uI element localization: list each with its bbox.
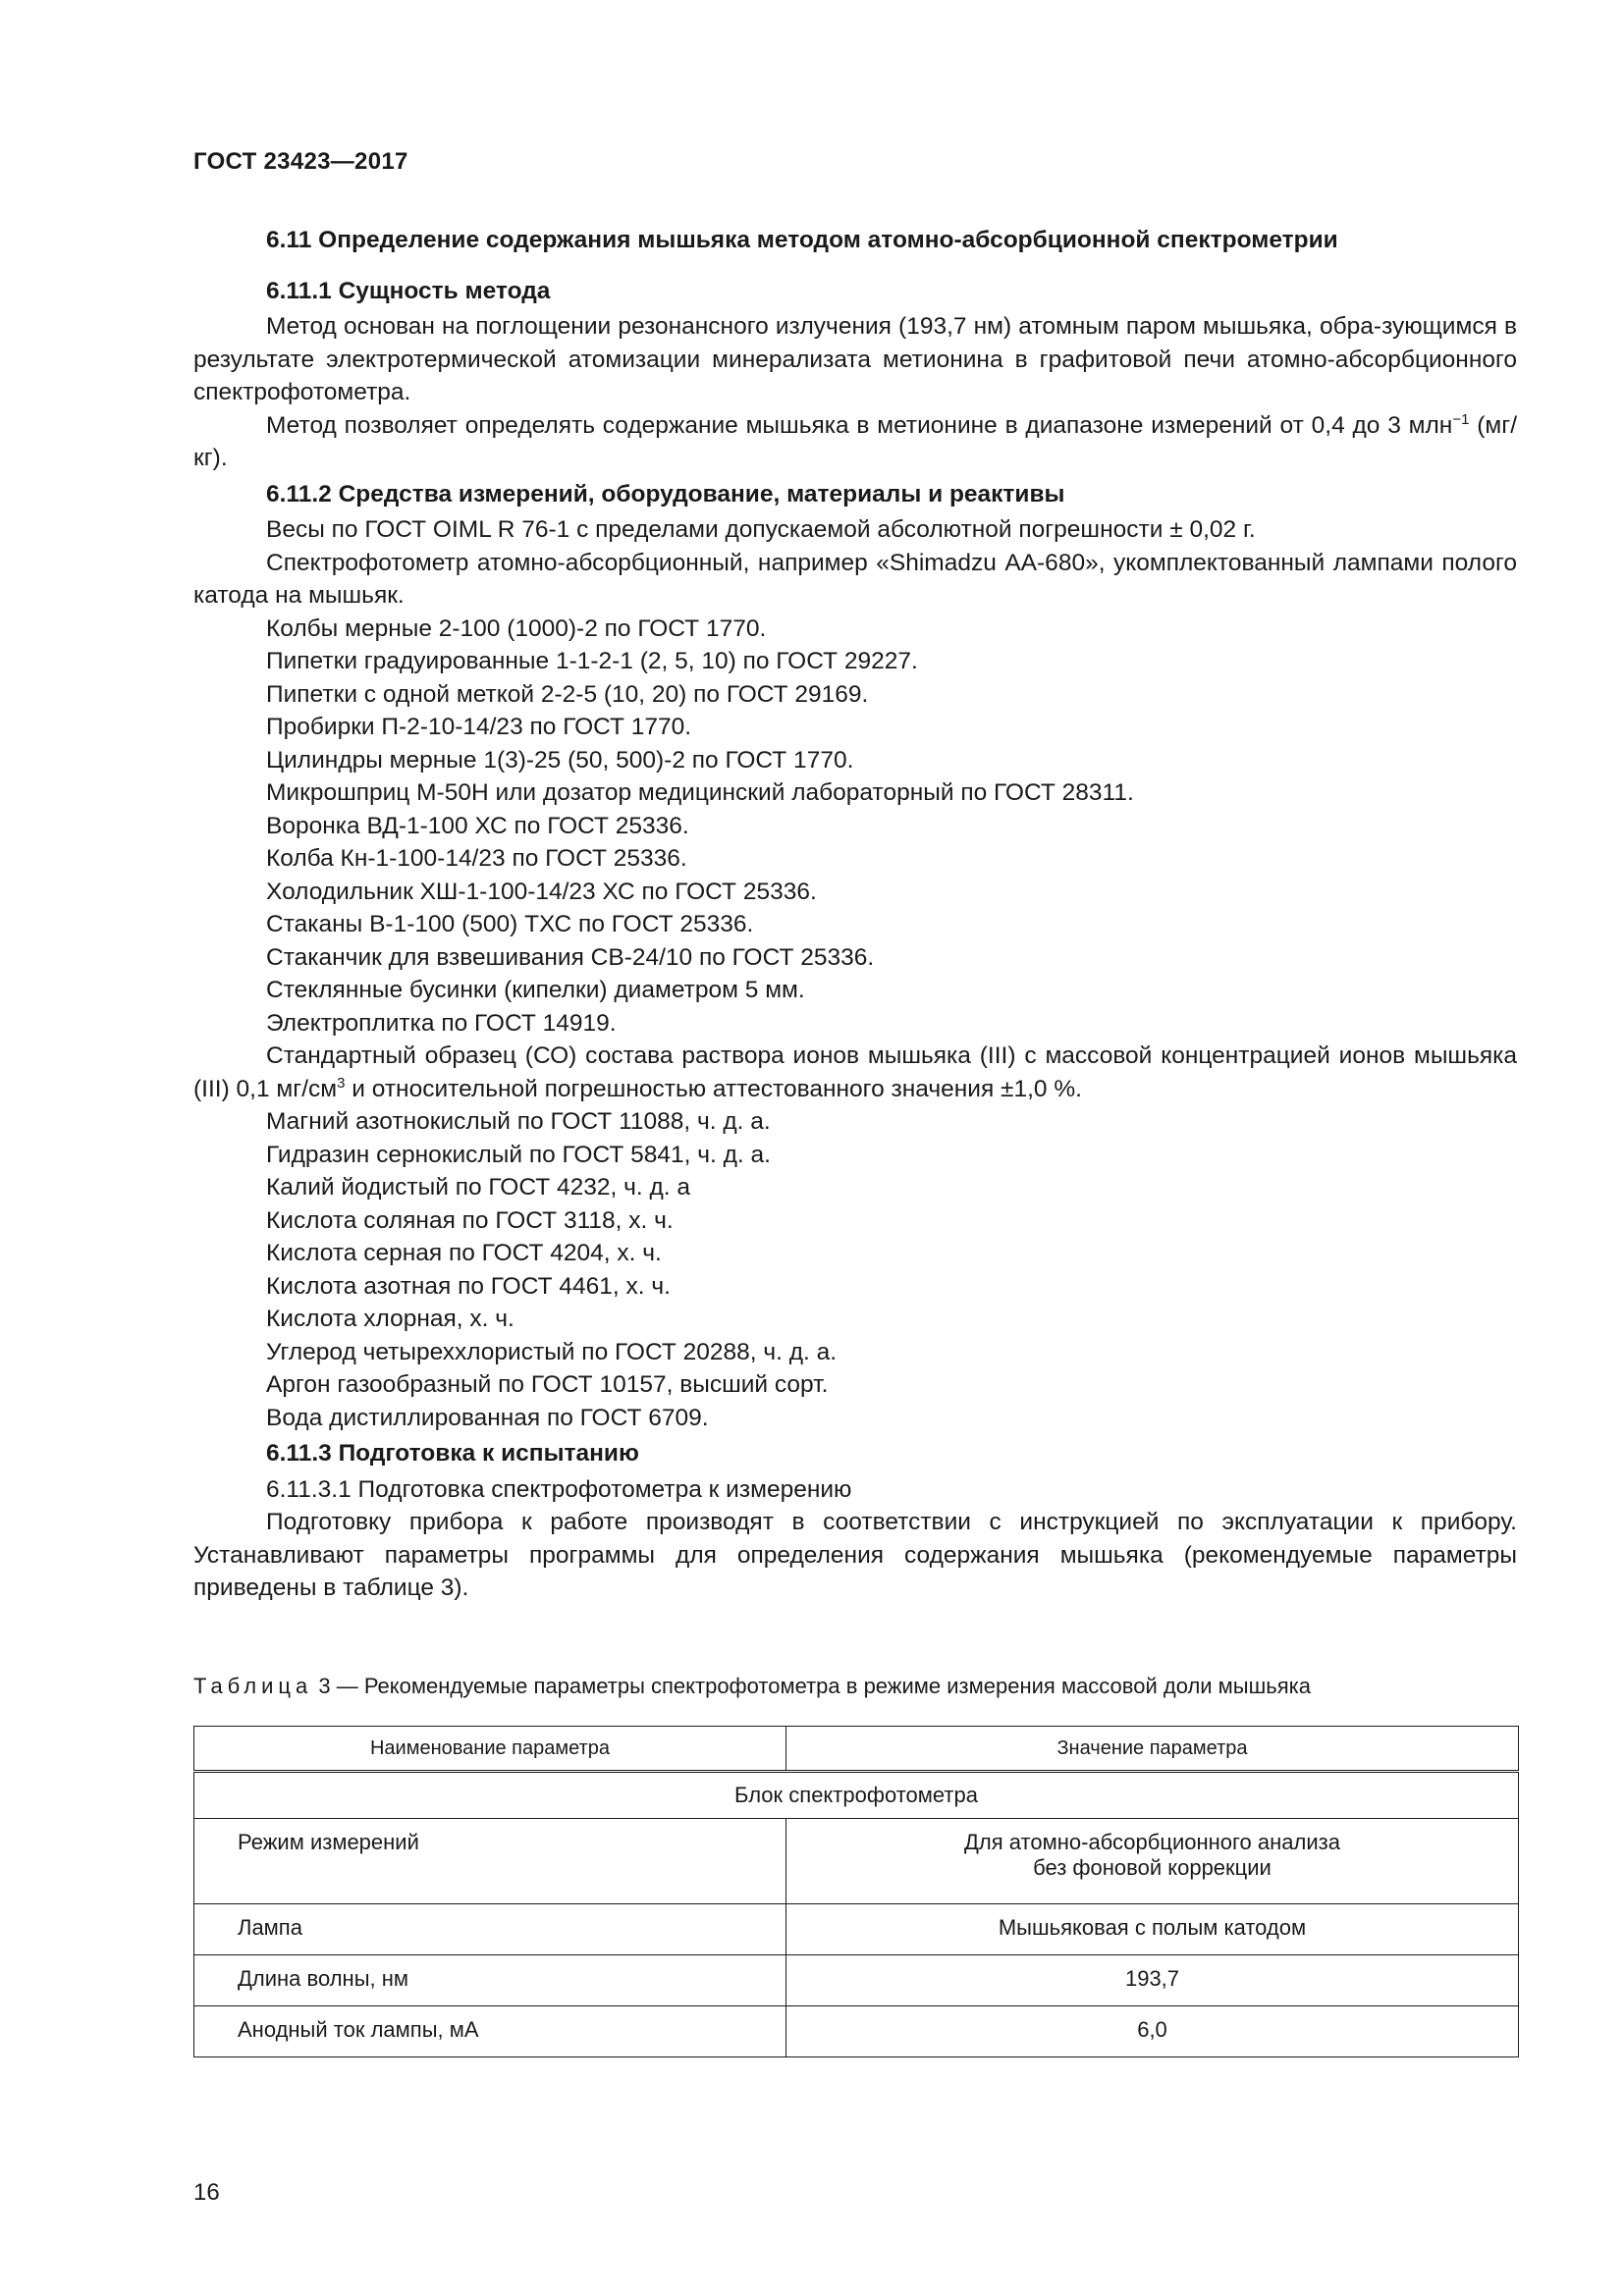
paragraph: Подготовку прибора к работе производят в соответствии с инструкцией по эксплуатации к прибору. Устанавливают параметры программы для определения содержания мышьяка (рекомендуемые параметры приведены в таблице 3).: [193, 1509, 1517, 1601]
reagent-item: Кислота серная по ГОСТ 4204, х. ч.: [266, 1240, 662, 1266]
list-item: Стеклянные бусинки (кипелки) диаметром 5 мм.: [266, 977, 805, 1003]
table-header-row: [194, 1727, 1519, 1772]
param-name: Длина волны, нм: [194, 1955, 786, 2006]
table-caption: Таблица 3 — Рекомендуемые параметры спектрофотометра в режиме измерения массовой доли мышьяка: [193, 1674, 1311, 1698]
list-item: Электроплитка по ГОСТ 14919.: [266, 1009, 617, 1037]
list-item: Холодильник ХШ-1-100-14/23 ХС по ГОСТ 25336.: [266, 878, 817, 905]
table-row: [194, 2006, 1519, 2057]
list-item: Спектрофотометр атомно-абсорбционный, например «Shimadzu АА-680», укомплектованный лампами полого катода на мышьяк.: [193, 549, 1517, 609]
reagent-item: Калий йодистый по ГОСТ 4232, ч. д. а: [266, 1174, 691, 1201]
subsection-title-equipment: 6.11.2 Средства измерений, оборудование, материалы и реактивы: [266, 480, 1065, 507]
parameters-table: [193, 1726, 1519, 2057]
page-number: 16: [193, 2179, 220, 2206]
param-name: Режим измерений: [194, 1819, 786, 1904]
param-value: Мышьяковая с полым катодом: [786, 1904, 1519, 1955]
subsection-title-preparation: 6.11.3 Подготовка к испытанию: [266, 1440, 639, 1467]
param-value: 193,7: [786, 1955, 1519, 2006]
reagent-item: Кислота азотная по ГОСТ 4461, х. ч.: [266, 1272, 671, 1300]
group-title: Блок спектрофотометра: [194, 1772, 1519, 1819]
param-value: Для атомно-абсорбционного анализа без фоновой коррекции: [786, 1819, 1519, 1904]
list-item: Стандартный образец (СО) состава раствора ионов мышьяка (III) с массовой концентрацией ионов мышьяка (III) 0,1 $мг/см^3$ и относительной погрешностью аттестованного значения ±1,0 %.: [193, 1042, 1517, 1102]
list-item: Пипетки с одной меткой 2-2-5 (10, 20) по ГОСТ 29169.: [266, 680, 869, 708]
reagent-item: Вода дистиллированная по ГОСТ 6709.: [266, 1404, 709, 1431]
table-row: [194, 1819, 1519, 1904]
table-row: [194, 1955, 1519, 2006]
paragraph: Метод позволяет определять содержание мышьяка в метионине в диапазоне измерений от 0,4 до 3 млн$^{-1}$ (мг/кг).: [193, 410, 1518, 471]
list-item: Стаканчик для взвешивания СВ-24/10 по ГОСТ 25336.: [266, 943, 875, 971]
document-body: [193, 224, 1517, 1605]
reagent-item: Кислота хлорная, х. ч.: [266, 1306, 514, 1332]
reagent-item: Углерод четыреххлористый по ГОСТ 20288, ч. д. а.: [266, 1338, 838, 1365]
paragraph: Метод основан на поглощении резонансного излучения (193,7 нм) атомным паром мышьяка, обра-зующимся в результате электротермической атомизации минерализата метионина в графитовой печи атомно-абсорбционного спектрофотометра.: [193, 313, 1517, 405]
subsection-title-essence: 6.11.1 Сущность метода: [266, 277, 551, 304]
list-item: Пипетки градуированные 1-1-2-1 (2, 5, 10) по ГОСТ 29227.: [266, 648, 918, 674]
reagent-item: Кислота соляная по ГОСТ 3118, х. ч.: [266, 1206, 674, 1234]
clause-title: 6.11.3.1 Подготовка спектрофотометра к измерению: [266, 1475, 852, 1503]
list-item: Весы по ГОСТ OIML R 76-1 с пределами допускаемой абсолютной погрешности ± 0,02 г.: [266, 516, 1256, 543]
list-item: Цилиндры мерные 1(3)-25 (50, 500)-2 по ГОСТ 1770.: [266, 746, 854, 774]
table-group-row: [194, 1772, 1519, 1819]
reagent-item: Аргон газообразный по ГОСТ 10157, высший сорт.: [266, 1371, 829, 1398]
table-row: [194, 1904, 1519, 1955]
section-title: 6.11 Определение содержания мышьяка методом атомно-абсорбционной спектрометрии: [266, 227, 1338, 253]
list-item: Стаканы В-1-100 (500) ТХС по ГОСТ 25336.: [266, 911, 754, 937]
list-item: Колба Кн-1-100-14/23 по ГОСТ 25336.: [266, 845, 687, 872]
column-header: Значение параметра: [786, 1727, 1519, 1772]
list-item: Воронка ВД-1-100 ХС по ГОСТ 25336.: [266, 812, 689, 839]
list-item: Колбы мерные 2-100 (1000)-2 по ГОСТ 1770.: [266, 614, 767, 642]
reagent-item: Гидразин сернокислый по ГОСТ 5841, ч. д. а.: [266, 1141, 771, 1168]
document-code: ГОСТ 23423—2017: [193, 148, 408, 175]
column-header: Наименование параметра: [194, 1727, 786, 1772]
param-name: Лампа: [194, 1904, 786, 1955]
list-item: Микрошприц М-50Н или дозатор медицинский лабораторный по ГОСТ 28311.: [266, 779, 1134, 806]
param-name: Анодный ток лампы, мА: [194, 2006, 786, 2057]
list-item: Пробирки П-2-10-14/23 по ГОСТ 1770.: [266, 714, 692, 740]
reagent-item: Магний азотнокислый по ГОСТ 11088, ч. д. а.: [266, 1108, 771, 1135]
param-value: 6,0: [786, 2006, 1519, 2057]
